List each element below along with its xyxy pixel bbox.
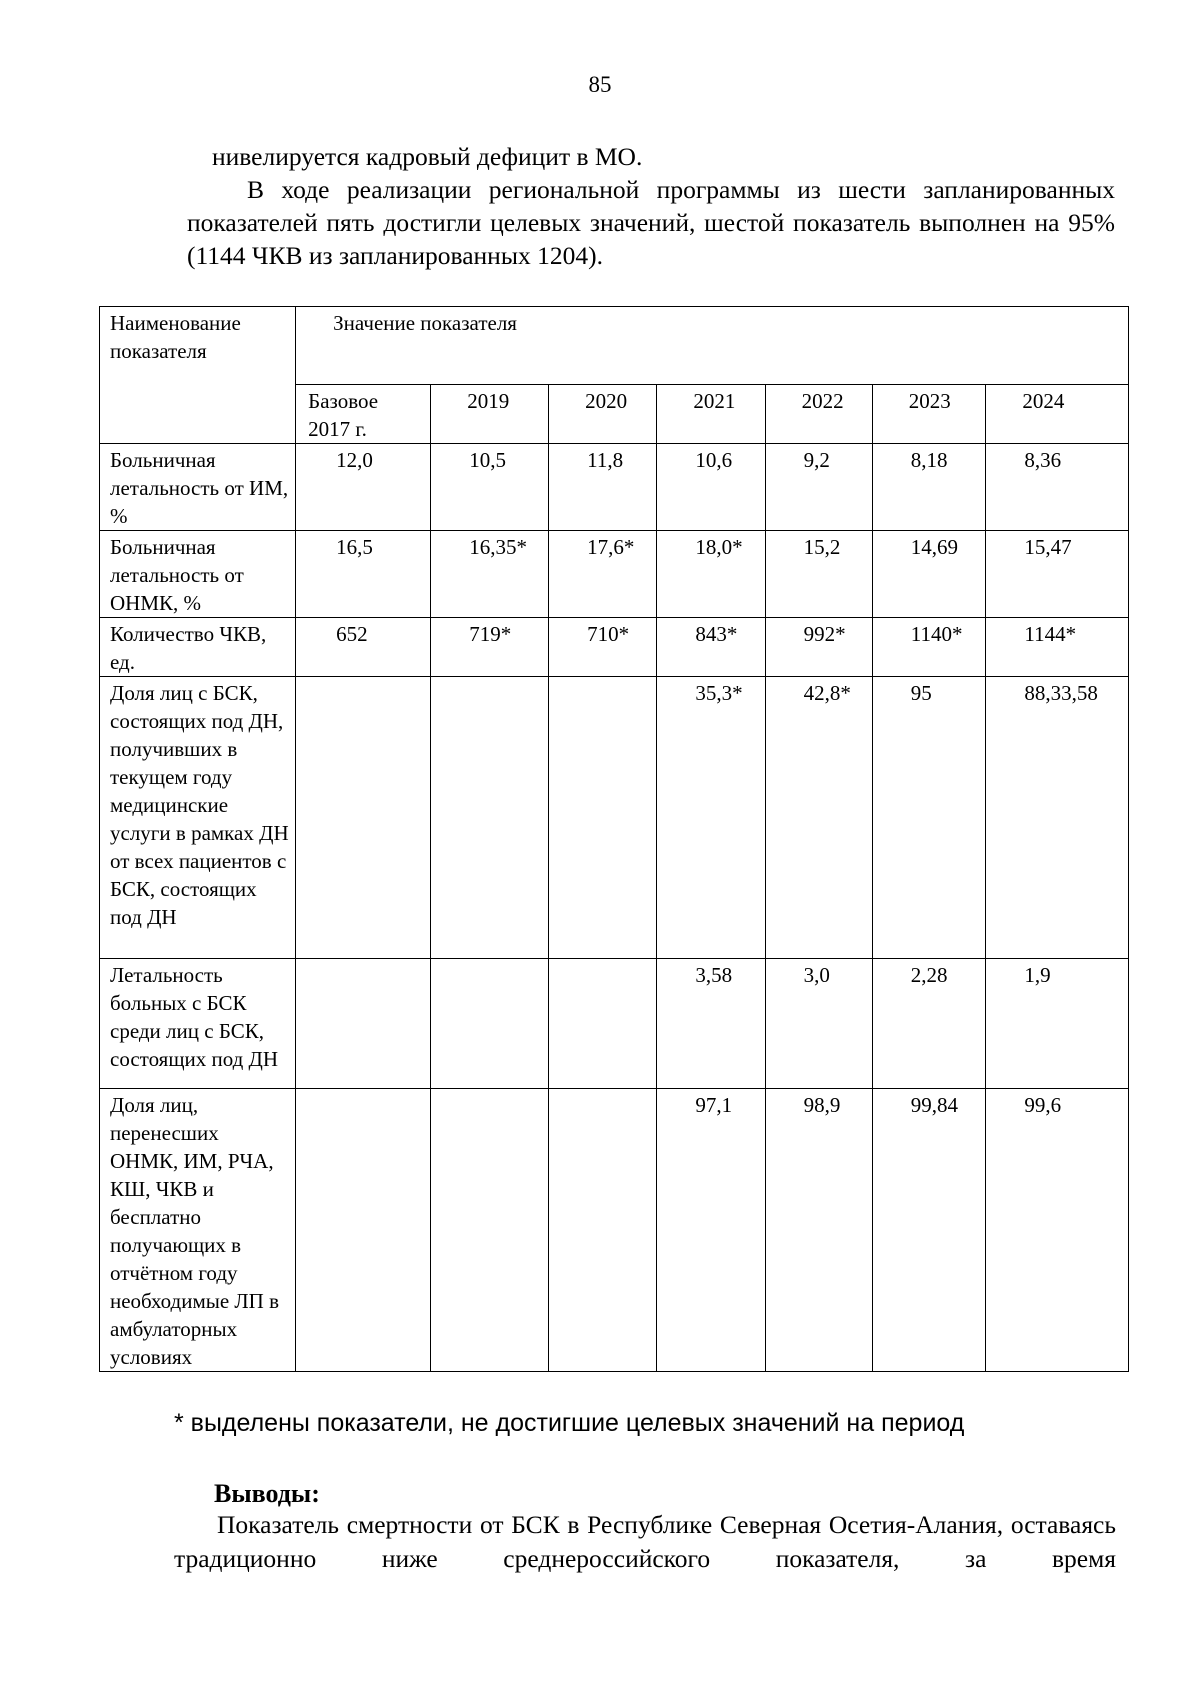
indicator-value-cell [549,1089,657,1372]
indicator-value-cell: 16,35* [431,531,549,618]
table-row [100,959,1129,1089]
indicator-name-cell: Больничная летальность от ОНМК, % [100,531,296,618]
table-row [100,444,1129,531]
indicator-value-cell: 1,9 [986,959,1129,1089]
page-number: 85 [588,72,612,97]
table-header-row [100,307,1129,385]
indicator-value-cell: 719* [431,618,549,677]
indicator-value-cell: 11,8 [549,444,657,531]
indicator-value-cell: 35,3* [657,677,765,959]
header-year-cell: 2020 [549,385,657,444]
indicator-value-cell: 3,0 [765,959,872,1089]
indicator-value-cell: 99,6 [986,1089,1129,1372]
indicator-value-cell: 10,6 [657,444,765,531]
indicator-value-cell: 88,33,58 [986,677,1129,959]
indicator-name-cell: Доля лиц, перенесших ОНМК, ИМ, РЧА, КШ, ЧКВ и бесплатно получающих в отчётном году необходимые ЛП в амбулаторных условиях [100,1089,296,1372]
indicator-value-cell: 9,2 [765,444,872,531]
indicator-value-cell: 95 [872,677,986,959]
header-group-cell: Значение показателя [296,307,1129,385]
table-row [100,1089,1129,1372]
indicator-value-cell: 992* [765,618,872,677]
table-row [100,677,1129,959]
indicator-value-cell: 1140* [872,618,986,677]
intro-paragraph: В ходе реализации региональной программы из шести запланированных показателей пять достигли целевых значений, шестой показатель выполнен на 95% (1144 ЧКВ из запланированных 1204). [187,175,1115,270]
header-year-cell: 2022 [765,385,872,444]
indicator-value-cell: 16,5 [296,531,431,618]
indicator-value-cell [431,1089,549,1372]
intro-text [187,140,1115,272]
indicator-value-cell: 17,6* [549,531,657,618]
indicator-value-cell: 652 [296,618,431,677]
indicator-value-cell: 42,8* [765,677,872,959]
indicator-value-cell: 15,2 [765,531,872,618]
table-row [100,618,1129,677]
indicator-value-cell: 98,9 [765,1089,872,1372]
header-name-cell: Наименование показателя [100,307,296,444]
indicator-name-cell: Летальность больных с БСК среди лиц с БСК, состоящих под ДН [100,959,296,1089]
indicator-value-cell: 843* [657,618,765,677]
indicator-value-cell: 99,84 [872,1089,986,1372]
indicators-table [99,306,1129,1372]
indicator-value-cell [296,959,431,1089]
indicator-value-cell [549,959,657,1089]
indicator-value-cell: 1144* [986,618,1129,677]
indicator-name-cell: Больничная летальность от ИМ, % [100,444,296,531]
indicator-value-cell [296,677,431,959]
indicator-value-cell [296,1089,431,1372]
indicator-value-cell [549,677,657,959]
indicator-value-cell: 10,5 [431,444,549,531]
header-year-cell: Базовое 2017 г. [296,385,431,444]
indicator-value-cell [431,677,549,959]
indicator-value-cell: 97,1 [657,1089,765,1372]
indicator-value-cell: 2,28 [872,959,986,1089]
header-year-cell: 2019 [431,385,549,444]
indicator-value-cell: 18,0* [657,531,765,618]
indicator-value-cell: 8,36 [986,444,1129,531]
indicator-value-cell: 710* [549,618,657,677]
conclusions-text: Показатель смертности от БСК в Республике Северная Осетия-Алания, оставаясь традиционно ниже среднероссийского показателя, за время [174,1510,1116,1573]
indicator-value-cell: 3,58 [657,959,765,1089]
indicator-value-cell: 8,18 [872,444,986,531]
header-year-cell: 2021 [657,385,765,444]
indicator-value-cell: 12,0 [296,444,431,531]
indicator-value-cell [431,959,549,1089]
header-year-cell: 2024 [986,385,1129,444]
conclusions-heading: Выводы: [214,1479,320,1508]
indicator-name-cell: Количество ЧКВ, ед. [100,618,296,677]
indicator-value-cell: 14,69 [872,531,986,618]
table-row [100,531,1129,618]
indicator-value-cell: 15,47 [986,531,1129,618]
indicator-name-cell: Доля лиц с БСК, состоящих под ДН, получивших в текущем году медицинские услуги в рамках ДН от всех пациентов с БСК, состоящих под ДН [100,677,296,959]
header-year-cell: 2023 [872,385,986,444]
footnote: * выделены показатели, не достигшие целевых значений на период [174,1409,965,1437]
intro-line: нивелируется кадровый дефицит в МО. [212,142,643,171]
